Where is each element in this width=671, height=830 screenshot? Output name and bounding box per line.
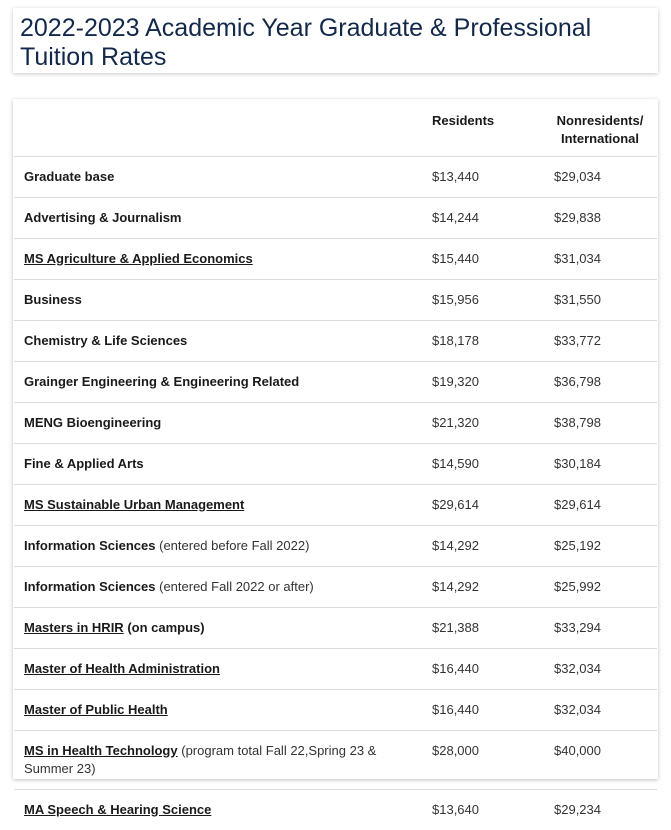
- nonresidents-rate: $36,798: [544, 361, 657, 402]
- nonresidents-rate: $33,772: [544, 320, 657, 361]
- program-cell: [14, 402, 422, 443]
- residents-rate: $21,388: [422, 607, 544, 648]
- program-cell: [14, 279, 422, 320]
- program-link[interactable]: MS Agriculture & Applied Economics: [24, 250, 253, 266]
- program-cell: [14, 730, 422, 789]
- program-cell: [14, 607, 422, 648]
- table-row: [14, 525, 657, 566]
- residents-rate: $28,000: [422, 730, 544, 789]
- program-name: Fine & Applied Arts: [24, 455, 144, 471]
- nonresidents-rate: $32,034: [544, 648, 657, 689]
- program-link[interactable]: Master of Health Administration: [24, 660, 220, 676]
- program-name: MENG Bioengineering: [24, 414, 162, 430]
- program-cell: [14, 443, 422, 484]
- table-row: [14, 607, 657, 648]
- table-row: [14, 689, 657, 730]
- nonresidents-rate: $38,798: [544, 402, 657, 443]
- table-row: [14, 443, 657, 484]
- table-row: [14, 279, 657, 320]
- residents-rate: $29,614: [422, 484, 544, 525]
- program-name: Graduate base: [24, 168, 115, 184]
- residents-rate: $14,292: [422, 566, 544, 607]
- page-title: 2022-2023 Academic Year Graduate & Professional Tuition Rates: [20, 14, 592, 71]
- nonresidents-rate: $29,838: [544, 197, 657, 238]
- program-cell: [14, 566, 422, 607]
- program-cell: [14, 648, 422, 689]
- program-cell: [14, 320, 422, 361]
- program-cell: [14, 525, 422, 566]
- residents-rate: $15,956: [422, 279, 544, 320]
- program-cell: [14, 361, 422, 402]
- nonresidents-rate: $29,034: [544, 156, 657, 197]
- residents-rate: $18,178: [422, 320, 544, 361]
- program-cell: [14, 689, 422, 730]
- residents-rate: $13,640: [432, 801, 479, 817]
- program-cell: [14, 789, 422, 830]
- nonresidents-rate: $33,294: [544, 607, 657, 648]
- program-name: Advertising & Journalism: [24, 209, 182, 225]
- table-row: [14, 361, 657, 402]
- table-row: [14, 156, 657, 197]
- nonresidents-column-header: [544, 100, 657, 156]
- table-row: [14, 648, 657, 689]
- residents-rate: $16,440: [422, 689, 544, 730]
- table-row: [14, 238, 657, 279]
- program-note: (entered Fall 2022 or after): [159, 578, 314, 594]
- program-link[interactable]: MS in Health Technology: [24, 742, 178, 758]
- program-name: Business: [24, 291, 82, 307]
- nonresidents-rate: $29,234: [554, 801, 601, 817]
- table-row: [14, 789, 657, 830]
- program-name-suffix: (on campus): [127, 619, 205, 635]
- nonresidents-rate: $32,034: [544, 689, 657, 730]
- program-note: (program total Fall 22,Spring 23 & Summer 23): [24, 742, 377, 776]
- program-name: Chemistry & Life Sciences: [24, 332, 188, 348]
- program-cell: [14, 156, 422, 197]
- program-cell: [14, 197, 422, 238]
- nonresidents-rate: $25,192: [544, 525, 657, 566]
- table-row: [14, 197, 657, 238]
- program-link[interactable]: Master of Public Health: [24, 701, 168, 717]
- residents-column-header: Residents: [422, 100, 544, 156]
- residents-rate: $13,440: [422, 156, 544, 197]
- nonresidents-rate: $29,614: [544, 484, 657, 525]
- program-column-header: [14, 100, 422, 156]
- table-row: [14, 402, 657, 443]
- program-name: Grainger Engineering & Engineering Related: [24, 373, 300, 389]
- residents-rate: $15,440: [422, 238, 544, 279]
- residents-rate: $14,292: [422, 525, 544, 566]
- residents-rate: $21,320: [422, 402, 544, 443]
- nonresidents-rate: $31,550: [544, 279, 657, 320]
- nonresidents-rate: $25,992: [544, 566, 657, 607]
- residents-rate: $14,244: [422, 197, 544, 238]
- table-row: [14, 730, 657, 789]
- table-header-row: [14, 100, 657, 156]
- program-cell: [14, 484, 422, 525]
- table-row: [14, 320, 657, 361]
- residents-rate: $14,590: [422, 443, 544, 484]
- residents-rate: $19,320: [422, 361, 544, 402]
- table-row: [14, 484, 657, 525]
- program-name: Information Sciences: [24, 578, 156, 594]
- nonresidents-header-line2: International: [560, 131, 639, 146]
- table-row: [14, 566, 657, 607]
- program-link[interactable]: MA Speech & Hearing Science: [24, 801, 212, 817]
- title-card: [13, 8, 658, 73]
- nonresidents-rate: $40,000: [544, 730, 657, 789]
- tuition-table: [14, 100, 657, 830]
- residents-rate: $16,440: [422, 648, 544, 689]
- program-link[interactable]: Masters in HRIR: [24, 619, 124, 635]
- nonresidents-rate: $30,184: [544, 443, 657, 484]
- program-link[interactable]: MS Sustainable Urban Management: [24, 496, 245, 512]
- nonresidents-rate: $31,034: [544, 238, 657, 279]
- program-name: Information Sciences: [24, 537, 156, 553]
- program-note: (entered before Fall 2022): [159, 537, 310, 553]
- tuition-table-card: [13, 99, 658, 817]
- nonresidents-header-line1: Nonresidents/: [556, 113, 644, 128]
- program-cell: [14, 238, 422, 279]
